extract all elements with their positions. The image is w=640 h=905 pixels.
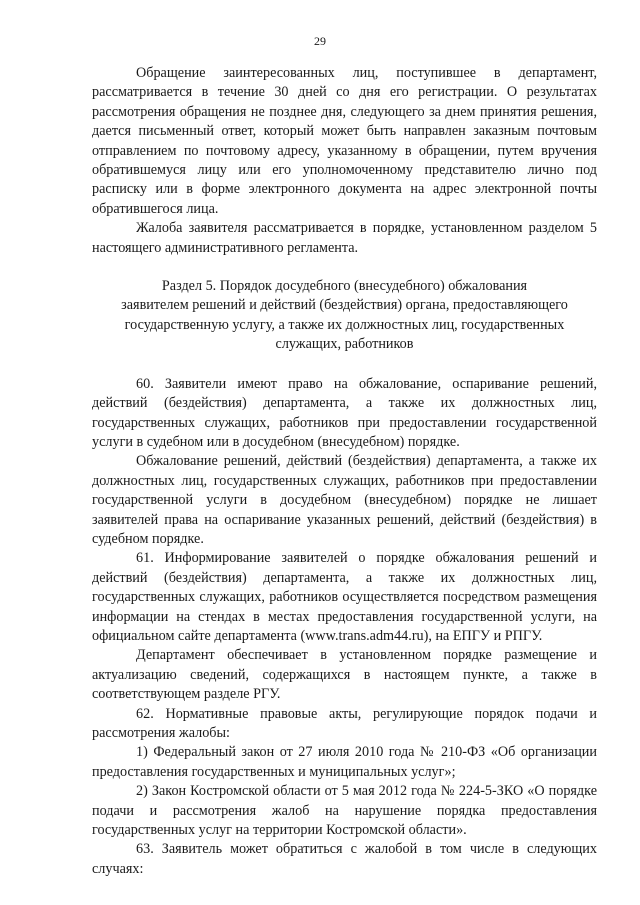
paragraph-complaint-procedure: Жалоба заявителя рассматривается в порядке, установленном разделом 5 настоящего административного регламента.	[92, 220, 597, 256]
paragraph-appeal-review: Обращение заинтересованных лиц, поступившее в департамент, рассматривается в течение 30 дней со дня его регистрации. О результатах рассмотрения обращения не позднее дня, следующего за днем принятия решения, дается письменный ответ, который может быть направлен заказным почтовым отправлением по почтовому адресу, указанному в обращении, путем вручения обратившемуся лицу или его уполномоченному представителю лично под расписку или в форме электронного документа на адрес электронной почты обратившегося лица.	[92, 65, 597, 217]
paragraph-60-continued: Обжалование решений, действий (бездействия) департамента, а также их должностных лиц, государственных служащих, работников при предоставлении государственной услуги в досудебном (внесудебном) порядке не лишает заявителей права на оспаривание указанных решений, действий (бездействия) в судебном порядке.	[92, 453, 597, 547]
section-title-line: государственную услугу, а также их должностных лиц, государственных	[124, 316, 565, 333]
list-item-federal-law: 1) Федеральный закон от 27 июля 2010 года № 210-ФЗ «Об организации предоставления государственных и муниципальных услуг»;	[92, 744, 597, 780]
document-body	[92, 64, 597, 879]
list-item-regional-law: 2) Закон Костромской области от 5 мая 2012 года № 224-5-ЗКО «О порядке подачи и рассмотрения жалоб на нарушение порядка предоставления государственных услуг на территории Костромской области».	[92, 783, 597, 839]
section-5-title	[92, 277, 597, 355]
page-number: 29	[314, 34, 326, 48]
paragraph-63: 63. Заявитель может обратиться с жалобой в том числе в следующих случаях:	[92, 841, 597, 877]
paragraph-61: 61. Информирование заявителей о порядке обжалования решений и действий (бездействия) департамента, а также их должностных лиц, государственных служащих, работников осуществляется посредством размещения информации на стендах в местах предоставления государственной услуги, на официальном сайте департамента (www.trans.adm44.ru), на ЕПГУ и РПГУ.	[92, 550, 597, 644]
paragraph-61-continued: Департамент обеспечивает в установленном порядке размещение и актуализацию сведений, содержащихся в настоящем пункте, а также в соответствующем разделе РГУ.	[92, 647, 597, 703]
paragraph-60: 60. Заявители имеют право на обжалование, оспаривание решений, действий (бездействия) департамента, а также их должностных лиц, государственных служащих, работников при предоставлении государственной услуги в судебном или в досудебном (внесудебном) порядке.	[92, 375, 597, 450]
section-title-line: Раздел 5. Порядок досудебного (внесудебного) обжалования	[161, 278, 528, 295]
paragraph-62: 62. Нормативные правовые акты, регулирующие порядок подачи и рассмотрения жалобы:	[92, 705, 597, 741]
section-title-line: служащих, работников	[275, 336, 414, 353]
section-title-line: заявителем решений и действий (бездействия) органа, предоставляющего	[121, 297, 568, 314]
